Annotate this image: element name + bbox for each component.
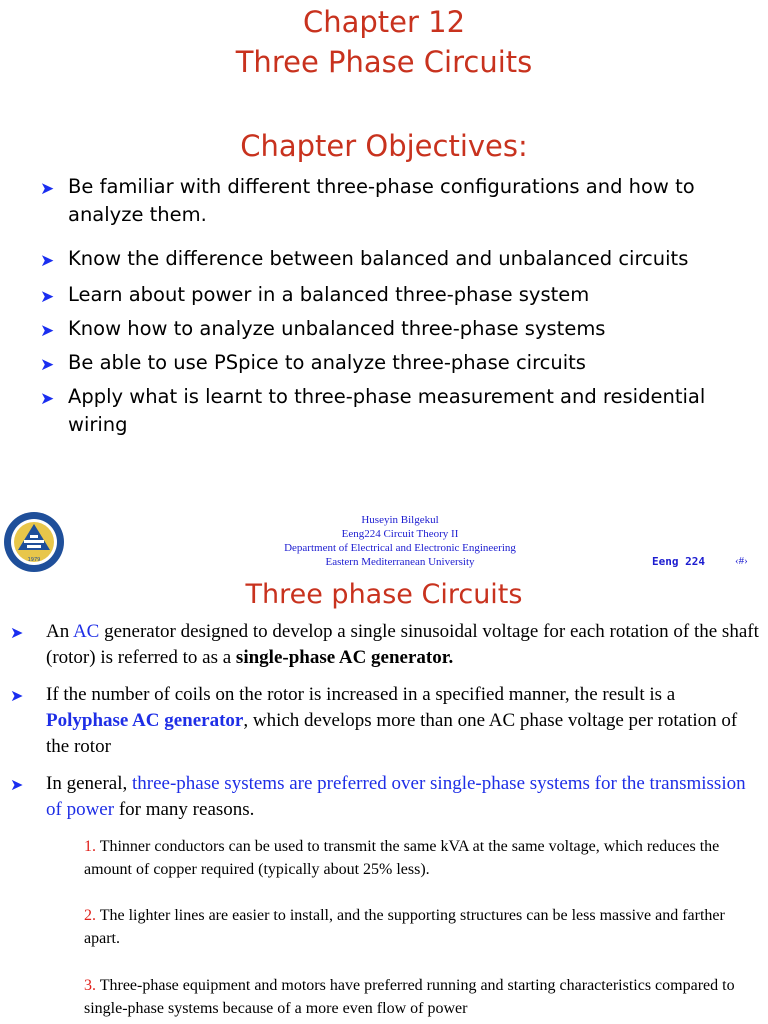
arrow-bullet-icon: ➤ [10, 775, 24, 794]
footer-department: Department of Electrical and Electronic Engineering [284, 542, 516, 554]
reason-item [84, 904, 760, 950]
paragraph-text: An AC generator designed to develop a single sinusoidal voltage for each rotation of the shaft (rotor) is referred to as a single-phase AC generator. [46, 621, 759, 668]
footer-author: Huseyin Bilgekul [361, 514, 439, 526]
arrow-bullet-icon: ➤ [40, 287, 55, 307]
university-logo [2, 510, 66, 574]
objective-text: Know how to analyze unbalanced three-phase systems [68, 317, 606, 340]
footer-course-full: Eeng224 Circuit Theory II [341, 528, 459, 540]
reason-number: 3. [84, 977, 96, 994]
section-title: Three phase Circuits [245, 579, 523, 610]
paragraph-text: If the number of coils on the rotor is increased in a specified manner, the result is a Polyphase AC generator, which develops more than one AC phase voltage per rotation of the rotor [46, 684, 738, 757]
chapter-number: Chapter 12 [302, 5, 466, 39]
reason-number: 1. [84, 838, 96, 855]
objective-item [40, 245, 760, 273]
objective-item [40, 383, 760, 439]
objective-text: Learn about power in a balanced three-phase system [68, 283, 590, 306]
reason-text: The lighter lines are easier to install, and the supporting structures can be less massive and farther apart. [84, 907, 725, 947]
objective-item [40, 173, 760, 229]
arrow-bullet-icon: ➤ [40, 179, 55, 199]
emu-seal-icon [2, 510, 66, 574]
footer-page-number: ‹#› [735, 555, 748, 567]
objective-item [40, 349, 760, 377]
svg-text:1979: 1979 [27, 557, 41, 563]
objective-item [40, 281, 760, 309]
reason-number: 2. [84, 907, 96, 924]
arrow-bullet-icon: ➤ [10, 623, 24, 642]
chapter-title: Three Phase Circuits [235, 45, 533, 79]
objective-text: Be familiar with different three-phase configurations and how to analyze them. [68, 175, 695, 226]
reason-text: Thinner conductors can be used to transmit the same kVA at the same voltage, which reduces the amount of copper required (typically about 25% less). [84, 838, 720, 878]
footer-university: Eastern Mediterranean University [325, 556, 475, 568]
reason-item [84, 974, 760, 1020]
footer-credits [250, 513, 550, 569]
arrow-bullet-icon: ➤ [10, 686, 24, 705]
paragraph-polyphase [10, 682, 760, 760]
paragraph-ac-generator [10, 619, 760, 671]
footer-course-code: Eeng 224 [652, 555, 705, 568]
arrow-bullet-icon: ➤ [40, 355, 55, 375]
objectives-heading: Chapter Objectives: [240, 129, 528, 163]
objective-text: Apply what is learnt to three-phase measurement and residential wiring [68, 385, 706, 436]
arrow-bullet-icon: ➤ [40, 251, 55, 271]
objective-item [40, 315, 760, 343]
objective-text: Be able to use PSpice to analyze three-phase circuits [68, 351, 586, 374]
reason-item [84, 835, 760, 881]
reason-text: Three-phase equipment and motors have preferred running and starting characteristics compared to single-phase systems because of a more even flow of power [84, 977, 735, 1017]
paragraph-text: In general, three-phase systems are preferred over single-phase systems for the transmission of power for many reasons. [46, 773, 746, 820]
arrow-bullet-icon: ➤ [40, 389, 55, 409]
paragraph-general [10, 771, 760, 823]
objective-text: Know the difference between balanced and unbalanced circuits [68, 247, 689, 270]
arrow-bullet-icon: ➤ [40, 321, 55, 341]
